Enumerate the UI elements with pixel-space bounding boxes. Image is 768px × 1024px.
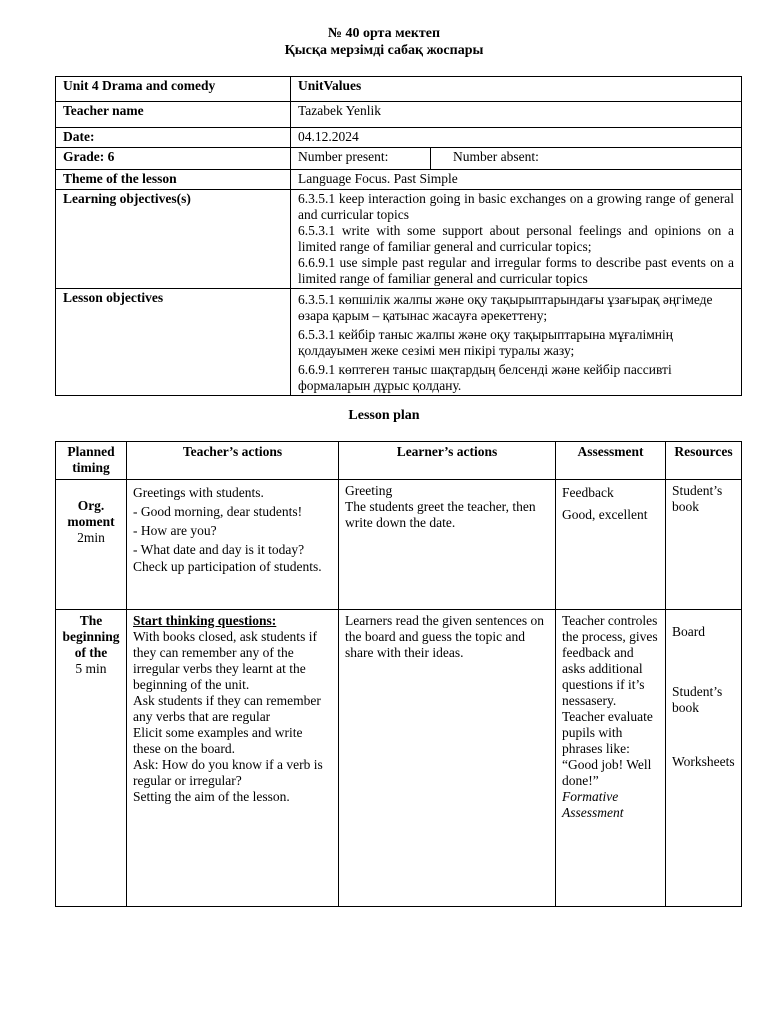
learning-objective-item: 6.5.3.1 write with some support about personal feelings and opinions on a limited range of familiar general and curricular topics; (298, 223, 734, 254)
theme-value: Language Focus. Past Simple (291, 170, 742, 190)
teacher-action-line: Elicit some examples and write these on the board. (133, 725, 303, 756)
date-value: 04.12.2024 (291, 128, 742, 148)
learner-actions-cell (339, 610, 556, 907)
resource-item: Student’s book (672, 483, 723, 514)
timing-duration: 2min (77, 530, 105, 545)
teacher-action-line: Setting the aim of the lesson. (133, 789, 290, 804)
assessment-line: Good, excellent (562, 507, 648, 522)
learner-action-line: The students greet the teacher, then write down the date. (345, 499, 536, 530)
timing-duration: 5 min (75, 661, 107, 676)
resources-cell (666, 610, 742, 907)
teacher-action-line: Check up participation of students. (133, 559, 322, 574)
teacher-action-line: Ask: How do you know if a verb is regular or irregular? (133, 757, 323, 788)
resource-item: Worksheets (672, 754, 735, 769)
learning-objectives-list (291, 190, 742, 289)
header-teacher-actions: Teacher’s actions (127, 442, 339, 480)
assessment-line: Teacher controles the process, gives feedback and asks additional questions if it’s nessasery. (562, 613, 658, 708)
lesson-objectives-label: Lesson objectives (56, 289, 291, 396)
timing-cell (56, 610, 127, 907)
learner-actions-cell (339, 480, 556, 610)
number-present-label: Number present: (291, 148, 431, 170)
date-label: Date: (56, 128, 291, 148)
learner-action-line: Learners read the given sentences on the board and guess the topic and share with their ideas. (345, 613, 545, 660)
teacher-action-line: Greetings with students. (133, 485, 264, 500)
table-row (56, 480, 742, 610)
lesson-objective-item: 6.3.5.1 көпшілік жалпы және оқу тақырыптарындағы ұзағырақ әңгімеде өзара қарым – қатынас жасауға әрекеттену; (298, 292, 713, 323)
unit-label: Unit 4 Drama and comedy (56, 77, 291, 102)
header-learner-actions: Learner’s actions (339, 442, 556, 480)
teacher-action-line: Ask students if they can remember any verbs that are regular (133, 693, 321, 724)
teacher-actions-cell (127, 480, 339, 610)
grade-label: Grade: 6 (56, 148, 291, 170)
timing-cell (56, 480, 127, 610)
document-title: Қысқа мерзімді сабақ жоспары (284, 43, 484, 58)
school-name: № 40 орта мектеп (327, 26, 441, 41)
resource-item: Board (672, 624, 705, 639)
table-row (56, 610, 742, 907)
number-absent-label: Number absent: (431, 148, 742, 170)
learning-objective-item: 6.3.5.1 keep interaction going in basic exchanges on a growing range of general and curricular topics (298, 191, 734, 222)
teacher-action-line: - Good morning, dear students! (133, 504, 303, 519)
lesson-objective-item: 6.6.9.1 көптеген таныс шақтардың белсенді және кейбір пассивті формаларын дұрыс қолдану. (298, 362, 672, 393)
timing-stage: The beginning of the (62, 613, 120, 660)
resource-item: Student’s book (672, 684, 723, 715)
header-planned-timing: Planned timing (56, 442, 127, 480)
teacher-label: Teacher name (56, 102, 291, 128)
lesson-objective-item: 6.5.3.1 кейбір таныс жалпы және оқу тақырыптарына мұғалімнің қолдауымен жеке сезімі мен пікірі туралы жазу; (298, 327, 673, 358)
teacher-action-line: - How are you? (133, 523, 217, 538)
teacher-action-line: - What date and day is it today? (133, 542, 305, 557)
lesson-objectives-list (291, 289, 742, 396)
assessment-line: “Good job! Well done!” (562, 757, 652, 788)
assessment-line: Formative Assessment (562, 789, 624, 820)
lesson-plan-table (55, 441, 742, 907)
header-assessment: Assessment (556, 442, 666, 480)
header-resources: Resources (666, 442, 742, 480)
assessment-line: Feedback (562, 485, 614, 500)
assessment-cell (556, 610, 666, 907)
learning-objective-item: 6.6.9.1 use simple past regular and irregular forms to describe past events on a limited range of familiar general and curricular topics (298, 255, 734, 286)
unit-value: UnitValues (291, 77, 742, 102)
resources-cell (666, 480, 742, 610)
timing-stage: Org. moment (67, 498, 115, 529)
lesson-plan-title: Lesson plan (348, 408, 420, 423)
teacher-action-line: With books closed, ask students if they can remember any of the irregular verbs they learnt at the beginning of the unit. (133, 629, 317, 692)
learner-action-line: Greeting (345, 483, 393, 498)
assessment-line: Teacher evaluate pupils with phrases like: (562, 709, 653, 756)
start-thinking-heading: Start thinking questions: (133, 613, 277, 628)
theme-label: Theme of the lesson (56, 170, 291, 190)
teacher-actions-cell (127, 610, 339, 907)
info-table (55, 76, 742, 396)
assessment-cell (556, 480, 666, 610)
teacher-value: Tazabek Yenlik (291, 102, 742, 128)
learning-objectives-label: Learning objectives(s) (56, 190, 291, 289)
